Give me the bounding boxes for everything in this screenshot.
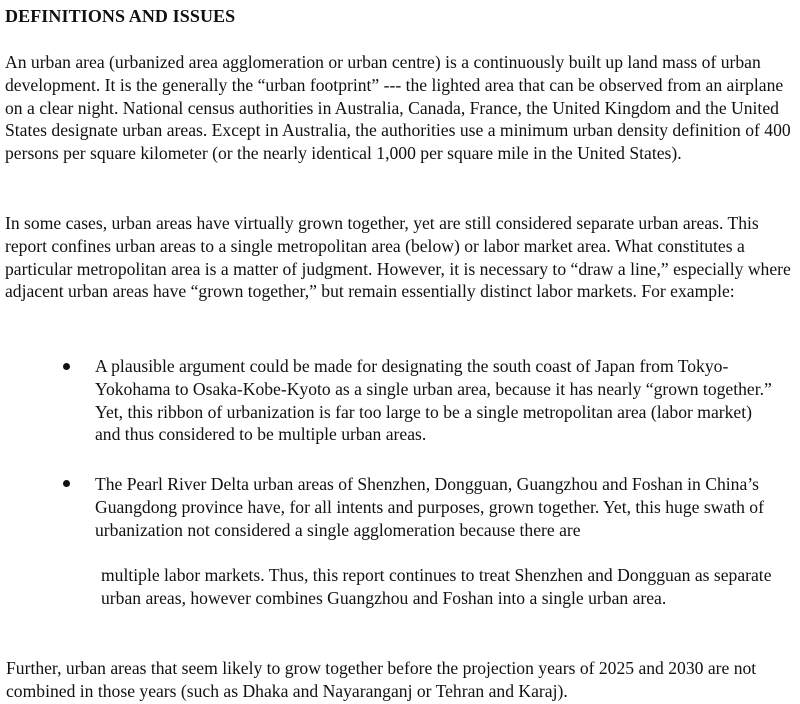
bullet-item-pearl-river-delta: The Pearl River Delta urban areas of Shenzhen, Dongguan, Guangzhou and Foshan in China’s Guangdong province have, for all intents and purposes, grown together. Yet, this huge swath of urbanization not considered a single agglomeration because there are [95,474,764,540]
paragraph-projection-years: Further, urban areas that seem likely to grow together before the projection years of 2025 and 2030 are not combined in those years (such as Dhaka and Nayaranganj or Tehran and Karaj). [6,658,757,701]
bullet-dot-icon [63,363,70,370]
bullet-dot-icon [63,480,70,487]
bullet-item-continuation: multiple labor markets. Thus, this report continues to treat Shenzhen and Dongguan as separate urban areas, however combines Guangzhou and Foshan into a single urban area. [101,565,772,608]
section-heading: DEFINITIONS AND ISSUES [5,6,236,26]
paragraph-separate-urban-areas: In some cases, urban areas have virtually grown together, yet are still considered separate urban areas. This report confines urban areas to a single metropolitan area (below) or labor market area. What constitutes a particular metropolitan area is a matter of judgment. However, it is necessary to “draw a line,” especially where adjacent urban areas have “grown together,” but remain essentially distinct labor markets. For example: [5,213,791,302]
paragraph-urban-area-definition: An urban area (urbanized area agglomeration or urban centre) is a continuously built up land mass of urban development. It is the generally the “urban footprint” --- the lighted area that can be observed from an airplane on a clear night. National census authorities in Australia, Canada, France, the United Kingdom and the United States designate urban areas. Except in Australia, the authorities use a minimum urban density definition of 400 persons per square kilometer (or the nearly identical 1,000 per square mile in the United States). [5,52,791,164]
bullet-item-japan: A plausible argument could be made for designating the south coast of Japan from Tokyo-Yokohama to Osaka-Kobe-Kyoto as a single urban area, because it has nearly “grown together.” Yet, this ribbon of urbanization is far too large to be a single metropolitan area (labor market) and thus considered to be multiple urban areas. [95,356,772,445]
